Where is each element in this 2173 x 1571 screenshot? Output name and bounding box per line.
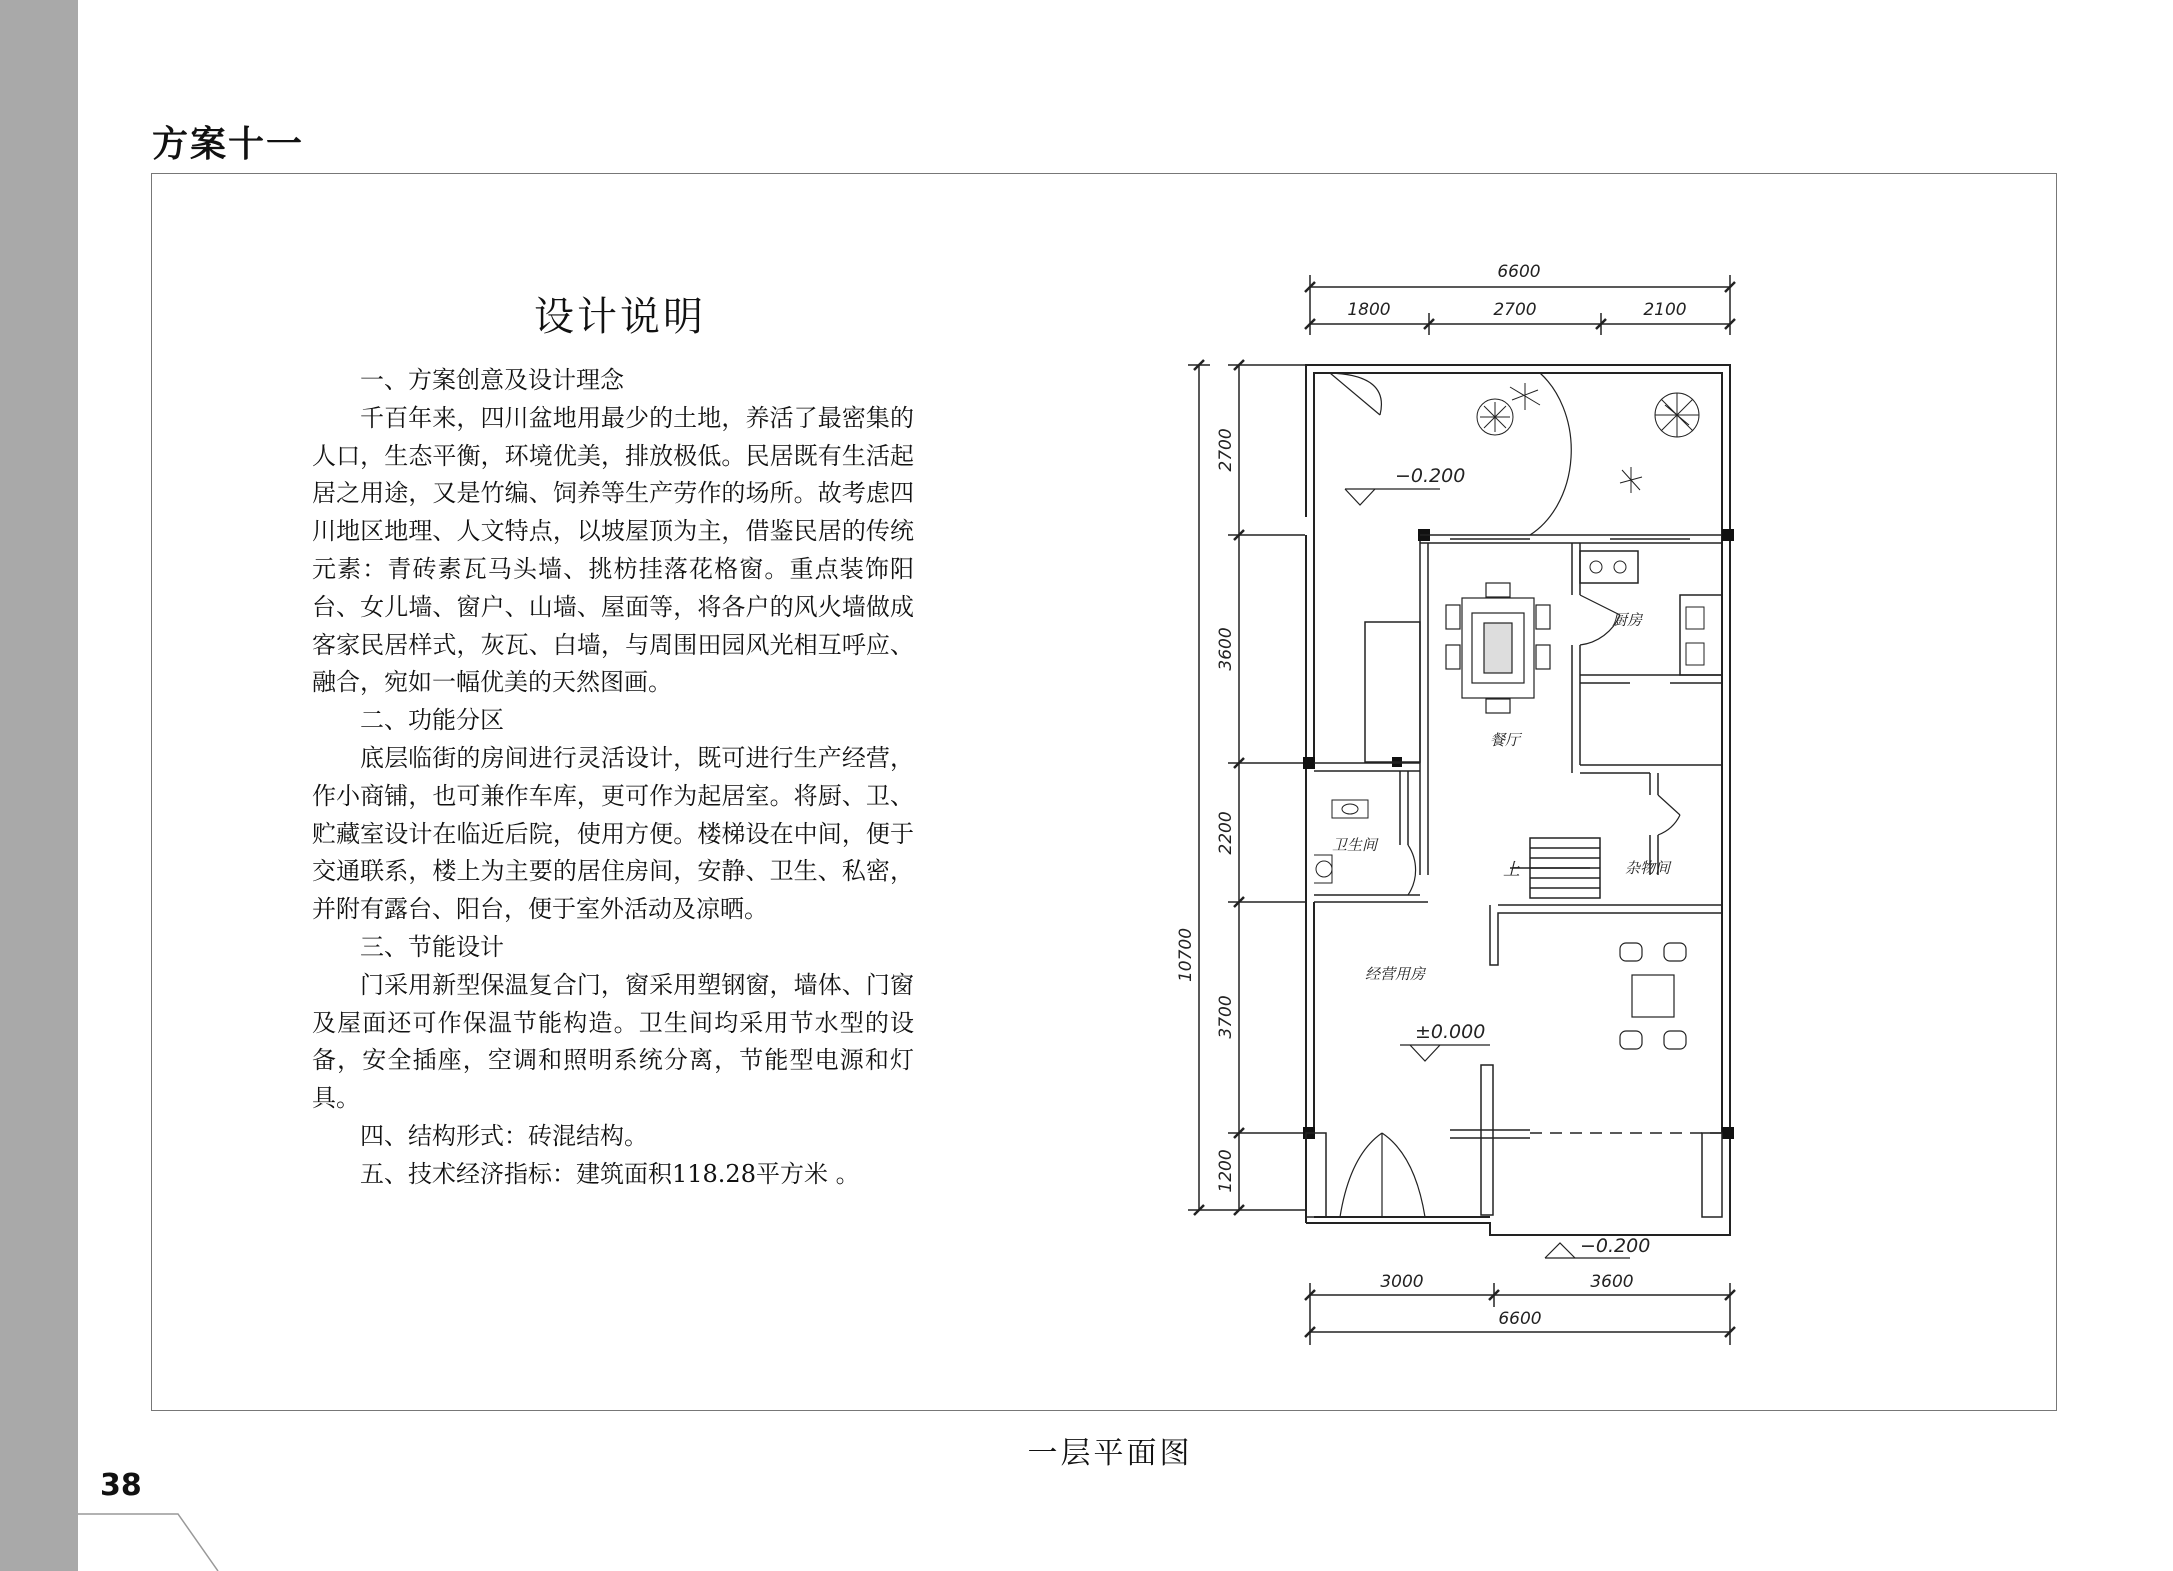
paragraph: 门采用新型保温复合门，窗采用塑钢窗，墙体、门窗及屋面还可作保温节能构造。卫生间均采用节水型的设备，安全插座，空调和照明系统分离，节能型电源和灯具。 <box>312 970 914 1113</box>
dining-table <box>1446 583 1550 713</box>
door-swings <box>1330 373 1680 1217</box>
dim-bottom-seg-2: 3600 <box>1590 1272 1634 1292</box>
dim-top-seg-2: 2700 <box>1493 300 1537 320</box>
dim-bottom-seg-1: 3000 <box>1380 1272 1424 1292</box>
section-heading: 五、技术经济指标：建筑面积118.28平方米 。 <box>360 1159 860 1188</box>
room-kitchen: 厨房 <box>1612 611 1643 629</box>
stair-up-label: 上 <box>1503 860 1520 880</box>
dim-left-seg-3: 2200 <box>1216 811 1236 855</box>
plan-caption: 一层平面图 <box>1027 1436 1193 1471</box>
room-shop: 经营用房 <box>1365 965 1426 983</box>
dim-left-seg-4: 3700 <box>1216 995 1236 1039</box>
paragraph: 底层临街的房间进行灵活设计，既可进行生产经营，作小商铺，也可兼作车库，更可作为起居室。将厨、卫、贮藏室设计在临近后院，使用方便。楼梯设在中间，便于交通联系，楼上为主要的居住房间，安静、卫生、私密，并附有露台、阳台，便于室外活动及凉晒。 <box>312 743 914 924</box>
level-street: −0.200 <box>1580 1235 1651 1257</box>
level-shop: ±0.000 <box>1415 1021 1486 1043</box>
stove <box>1590 561 1626 573</box>
floor-plan <box>1150 255 1810 1365</box>
dim-left-seg-2: 3600 <box>1216 627 1236 671</box>
sink <box>1686 607 1704 665</box>
paragraph: 千百年来，四川盆地用最少的土地，养活了最密集的人口，生态平衡，环境优美，排放极低。民居既有生活起居之用途，又是竹编、饲养等生产劳作的场所。故考虑四川地区地理、人文特点，以坡屋顶为主，借鉴民居的传统元素：青砖素瓦马头墙、挑枋挂落花格窗。重点装饰阳台、女儿墙、窗户、山墙、屋面等，将各户的风火墙做成客家民居样式，灰瓦、白墙，与周围田园风光相互呼应、融合，宛如一幅优美的天然图画。 <box>312 403 914 697</box>
wall-posts <box>1303 529 1734 1139</box>
dim-left-total: 10700 <box>1176 927 1196 983</box>
section-heading: 一、方案创意及设计理念 <box>360 366 624 394</box>
plants <box>1477 383 1699 493</box>
room-storage: 杂物间 <box>1625 859 1671 877</box>
page-number: 38 <box>100 1468 142 1503</box>
shop-table <box>1620 943 1686 1049</box>
dim-left-seg-5: 1200 <box>1216 1149 1236 1193</box>
room-bathroom: 卫生间 <box>1332 836 1378 854</box>
dim-top-seg-1: 1800 <box>1347 300 1391 320</box>
dim-bottom-total: 6600 <box>1498 1309 1542 1329</box>
level-courtyard: −0.200 <box>1395 465 1466 487</box>
scheme-title: 方案十一 <box>152 124 305 165</box>
left-dimensions <box>1188 360 1305 1215</box>
dim-top-seg-3: 2100 <box>1643 300 1687 320</box>
section-heading: 三、节能设计 <box>360 932 504 961</box>
side-bar <box>0 0 78 1571</box>
dim-left-seg-1: 2700 <box>1216 428 1236 472</box>
description-body <box>312 362 914 1194</box>
section-heading: 四、结构形式：砖混结构。 <box>360 1121 648 1150</box>
dim-top-total: 6600 <box>1497 262 1541 282</box>
level-markers <box>1345 489 1630 1258</box>
section-heading: 二、功能分区 <box>360 706 504 735</box>
description-title: 设计说明 <box>534 294 706 340</box>
room-dining: 餐厅 <box>1490 731 1521 749</box>
